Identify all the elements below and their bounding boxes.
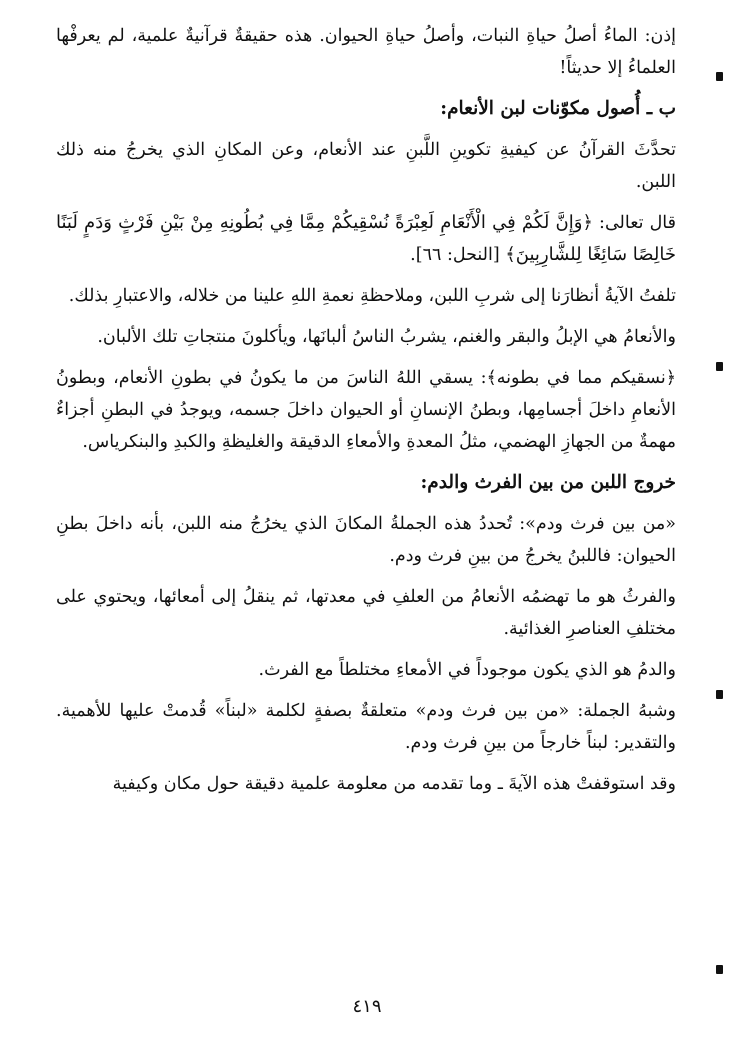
paragraph: إذن: الماءُ أصلُ حياةِ النبات، وأصلُ حياةِ الحيوان. هذه حقيقةٌ قرآنيةٌ علمية، لم يعرفْها العلماءُ إلا حديثاً! (56, 26, 676, 78)
margin-mark (716, 690, 723, 699)
verse-intro: قال تعالى: (592, 213, 676, 233)
paragraph: والفرثُ هو ما تهضمُه الأنعامُ من العلفِ في معدتها، ثم ينقلُ إلى أمعائها، ويحتوي على مختلفِ العناصرِ الغذائية. (56, 587, 676, 639)
paragraph: والدمُ هو الذي يكون موجوداً في الأمعاءِ مختلطاً مع الفرث. (258, 660, 676, 680)
quran-verse: ﴿وَإِنَّ لَكُمْ فِي الْأَنْعَامِ لَعِبْرَةً نُسْقِيكُمْ مِمَّا فِي بُطُونِهِ مِنْ بَيْنِ فَرْثٍ وَدَمٍ لَبَنًا خَالِصًا سَائِغًا لِلشَّارِبِينَ﴾ (56, 212, 676, 265)
margin-mark (716, 965, 723, 974)
section-heading: خروج اللبن من بين الفرث والدم: (420, 472, 676, 493)
paragraph: تحدَّثَ القرآنُ عن كيفيةِ تكوينِ اللَّبنِ عند الأنعام، وعن المكانِ الذي يخرجُ منه ذلك اللبن. (56, 140, 676, 192)
paragraph: وقد استوقفتْ هذه الآيةَ ـ وما تقدمه من معلومة علمية دقيقة حول مكان وكيفية (112, 774, 676, 794)
page-number: ٤١٩ (352, 996, 382, 1017)
paragraph: «من بين فرث ودم»: تُحددُ هذه الجملةُ المكانَ الذي يخرُجُ منه اللبن، بأنه داخلَ بطنِ الحيوان: فاللبنُ يخرجُ من بينِ فرث ودم. (56, 514, 676, 566)
margin-mark (716, 362, 723, 371)
verse-citation: [النحل: ٦٦]. (410, 245, 506, 265)
paragraph: ﴿نسقيكم مما في بطونه﴾: يسقي اللهُ الناسَ من ما يكونُ في بطونِ الأنعام، وبطونُ الأنعامِ داخلَ أجسامِها، وبطنُ الإنسانِ أو الحيوان داخلَ جسمه، ويوجدُ في البطنِ أجزاءٌ مهمةٌ من الجهازِ الهضمي، مثلُ المعدةِ والأمعاءِ الدقيقة والغليظةِ والكبدِ والبنكرياس. (56, 368, 676, 452)
section-heading: ب ـ أُصول مكوّنات لبن الأنعام: (440, 98, 676, 119)
paragraph: تلفتُ الآيةُ أنظارَنا إلى شربِ اللبن، وملاحظةِ نعمةِ اللهِ علينا من خلاله، والاعتبارِ بذلك. (68, 286, 676, 306)
paragraph: والأنعامُ هي الإبلُ والبقر والغنم، يشربُ الناسُ ألبانَها، ويأكلونَ منتجاتِ تلك الألبان. (97, 327, 676, 347)
margin-mark (716, 72, 723, 81)
page-body (56, 20, 676, 809)
paragraph: وشبهُ الجملة: «من بين فرث ودم» متعلقةٌ بصفةٍ لكلمة «لبناً» قُدمتْ عليها للأهمية. والتقدير: لبناً خارجاً من بينِ فرث ودم. (56, 701, 676, 753)
verse-paragraph (56, 207, 676, 271)
